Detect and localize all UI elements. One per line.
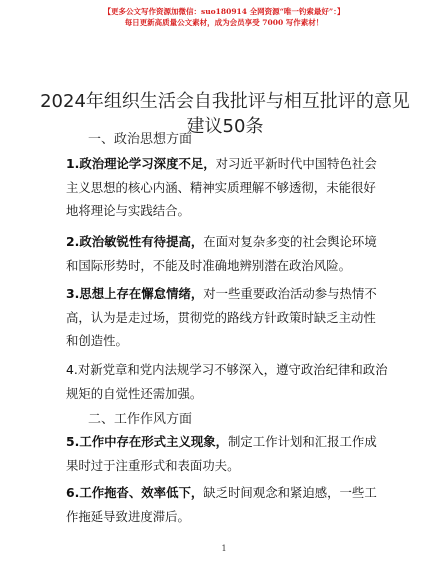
item-2-text: 在面对复杂多变的社会舆论环境和国际形势时，不能及时准确地辨别潜在政治风险。 [66, 234, 377, 273]
item-2-lead: 2.政治敏锐性有待提高， [66, 234, 204, 249]
item-1 [66, 152, 388, 223]
item-1-text: 对习近平新时代中国特色社会主义思想的核心内涵、精神实质理解不够透彻，未能很好地将理论与实践结合。 [66, 156, 377, 218]
page-number: 1 [221, 544, 227, 553]
item-4 [66, 358, 388, 405]
item-3-text: 对一些重要政治活动参与热情不高，认为是走过场，贯彻党的路线方针政策时缺乏主动性和创造性。 [66, 286, 377, 348]
item-2 [66, 230, 388, 277]
item-6 [66, 481, 388, 528]
document-title-line-1: 2024年组织生活会自我批评与相互批评的意见 [40, 91, 410, 112]
document-title-line-2: 建议50条 [186, 116, 264, 137]
item-1-lead: 1.政治理论学习深度不足， [66, 156, 216, 171]
section-heading-political: 一、政治思想方面 [88, 132, 193, 147]
promo-banner-line-1: 【更多公文写作资源加微信：suo180914 全网资源“唯一钓索最好”：】 [103, 7, 345, 16]
promo-banner-line-2: 每日更新高质量公文素材，成为会员享受 7000 写作素材！ [124, 18, 324, 27]
item-6-lead: 6.工作拖沓、效率低下， [66, 485, 204, 500]
item-5-lead: 5.工作中存在形式主义现象， [66, 434, 229, 449]
promo-banner [0, 6, 448, 28]
item-4-text: 4.对新党章和党内法规学习不够深入，遵守政治纪律和政治规矩的自觉性还需加强。 [66, 362, 388, 401]
item-5-text: 制定工作计划和汇报工作成果时过于注重形式和表面功夫。 [66, 434, 377, 473]
item-3-lead: 3.思想上存在懈怠情绪， [66, 286, 204, 301]
item-5 [66, 430, 388, 477]
item-6-text: 缺乏时间观念和紧迫感，一些工作拖延导致进度滞后。 [66, 485, 377, 524]
item-3 [66, 282, 388, 353]
section-heading-work-style: 二、工作作风方面 [88, 412, 193, 427]
